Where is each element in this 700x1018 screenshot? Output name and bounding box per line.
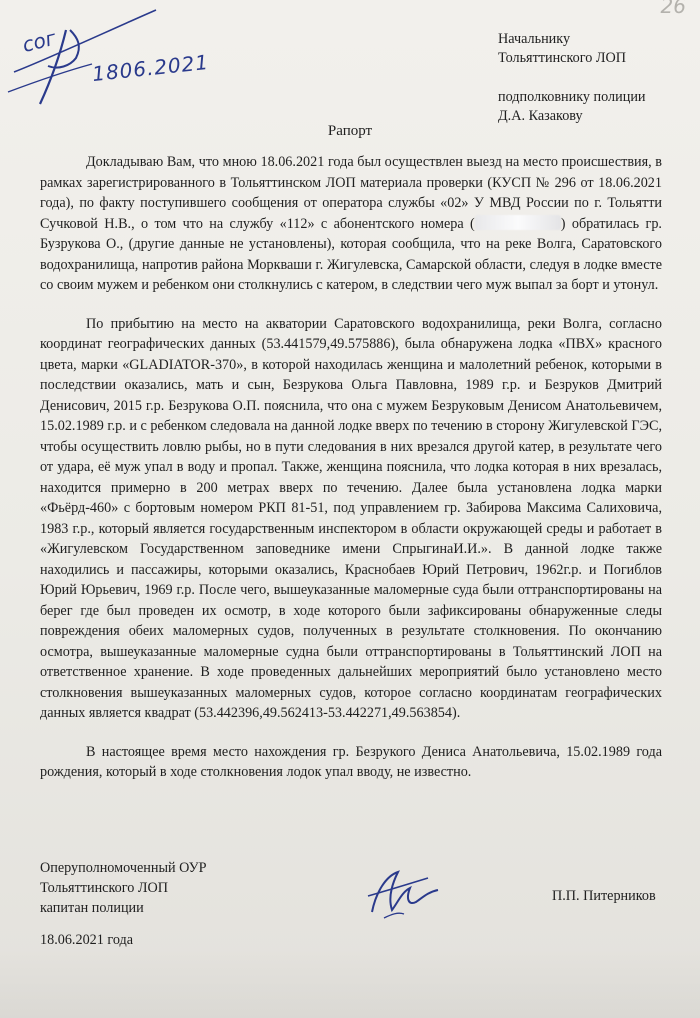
- signer-position-1: Оперуполномоченный ОУР: [40, 860, 207, 876]
- handwritten-signature: [358, 862, 448, 926]
- document-date: 18.06.2021 года: [40, 932, 134, 948]
- page-number-mark: 26: [660, 0, 686, 18]
- addressee-name: Д.А. Казакову: [498, 108, 583, 124]
- signer-name: П.П. Питерников: [552, 888, 656, 904]
- addressee-org: Тольяттинского ЛОП: [498, 50, 626, 66]
- signer-block: [40, 858, 207, 918]
- resolution-mark-text: сог: [19, 25, 59, 57]
- resolution-date: 1806.2021: [91, 49, 211, 87]
- signer-rank: капитан полиции: [40, 900, 144, 916]
- report-body: [40, 152, 662, 801]
- redacted-phone-number: [475, 215, 561, 230]
- paragraph-1-part-a: Докладываю Вам, что мною 18.06.2021 года был осуществлен выезд на место происшествия, в рамках зарегистрированного в Тольяттинском ЛОП материала проверки (КУСП № 296 от 18.06.2021 года), по факту поступившего сообщения от оператора службы «02» У МВД России по г. Тольятти Сучковой Н.В., о том что на службу «112» с абонентского номера (: [40, 154, 662, 232]
- addressee-rank: подполковнику полиции: [498, 89, 646, 105]
- addressee-title: Начальнику: [498, 31, 571, 47]
- paragraph-1: [40, 152, 662, 296]
- signer-position-2: Тольяттинского ЛОП: [40, 880, 168, 896]
- document-title: Рапорт: [327, 123, 373, 139]
- paragraph-3: В настоящее время место нахождения гр. Безрукого Дениса Анатольевича, 15.02.1989 года рождения, который в ходе столкновения лодок упал вводу, не известно.: [40, 743, 662, 780]
- page-shadow: [0, 948, 700, 1018]
- paragraph-2: По прибытию на место на акватории Саратовского водохранилища, реки Волга, согласно координат географических данных (53.441579,49.575886), была обнаружена лодка «ПВХ» красного цвета, марки «GLADIATOR-370», в которой находилась женщина и малолетний ребенок, которыми в последствии оказались, мать и сын, Безрукова Ольга Павловна, 1989 г.р. и Безруков Дмитрий Денисович, 2015 г.р. Безрукова О.П. пояснила, что она с мужем Безруковым Денисом Анатольевичем, 15.02.1989 г.р. и с ребенком следовала на данной лодке вверх по течению в сторону Жигулевской ГЭС, чтобы осуществить ловлю рыбы, но в пути следования в них врезался другой катер, в результате чего от удара, её муж упал в воду и пропал. Также, женщина пояснила, что лодка которая в них врезалась, находится примерно в 200 метрах вверх по течению. Далее была установлена лодка марки «Фьёрд-460» с бортовым номером РКП 81-51, под управлением гр. Забирова Максима Салиховича, 1983 г.р., который является государственным инспектором в области окружающей среды и работает в «Жигулевском Государственном заповеднике имени СпрыгинаИ.И.». В данной лодке также находились и пассажиры, которыми оказались, Краснобаев Юрий Петрович, 1962г.р. и Погиблов Юрий Юрьевич, 1969 г.р. После чего, вышеуказанные маломерные суда были оттранспортированы на берег где был проведен их осмотр, в ходе которого были зафиксированы обнаруженные следы повреждения обеих маломерных судов, полученных в результате столкновения. По окончанию осмотра, вышеуказанные маломерные судна были оттранспортированы в Тольяттинский ЛОП на ответственное хранение. В ходе проведенных дальнейших мероприятий было установлено место столкновения вышеуказанных маломерных судов, которое согласно координатам географических данных является квадрат (53.442396,49.562413-53.442271,49.563854).: [40, 315, 662, 721]
- paragraph-1-part-b: ) обратилась гр. Бузрукова О., (другие данные не установлены), которая сообщила, что на реке Волга, Саратовского водохранилища, напротив района Моркваши г. Жигулевска, Самарской области, следуя в лодке вместе со своим мужем и ребенком они столкнулись с катером, в следствии чего муж выпал за борт и утонул.: [40, 215, 662, 293]
- addressee-block: [498, 30, 693, 126]
